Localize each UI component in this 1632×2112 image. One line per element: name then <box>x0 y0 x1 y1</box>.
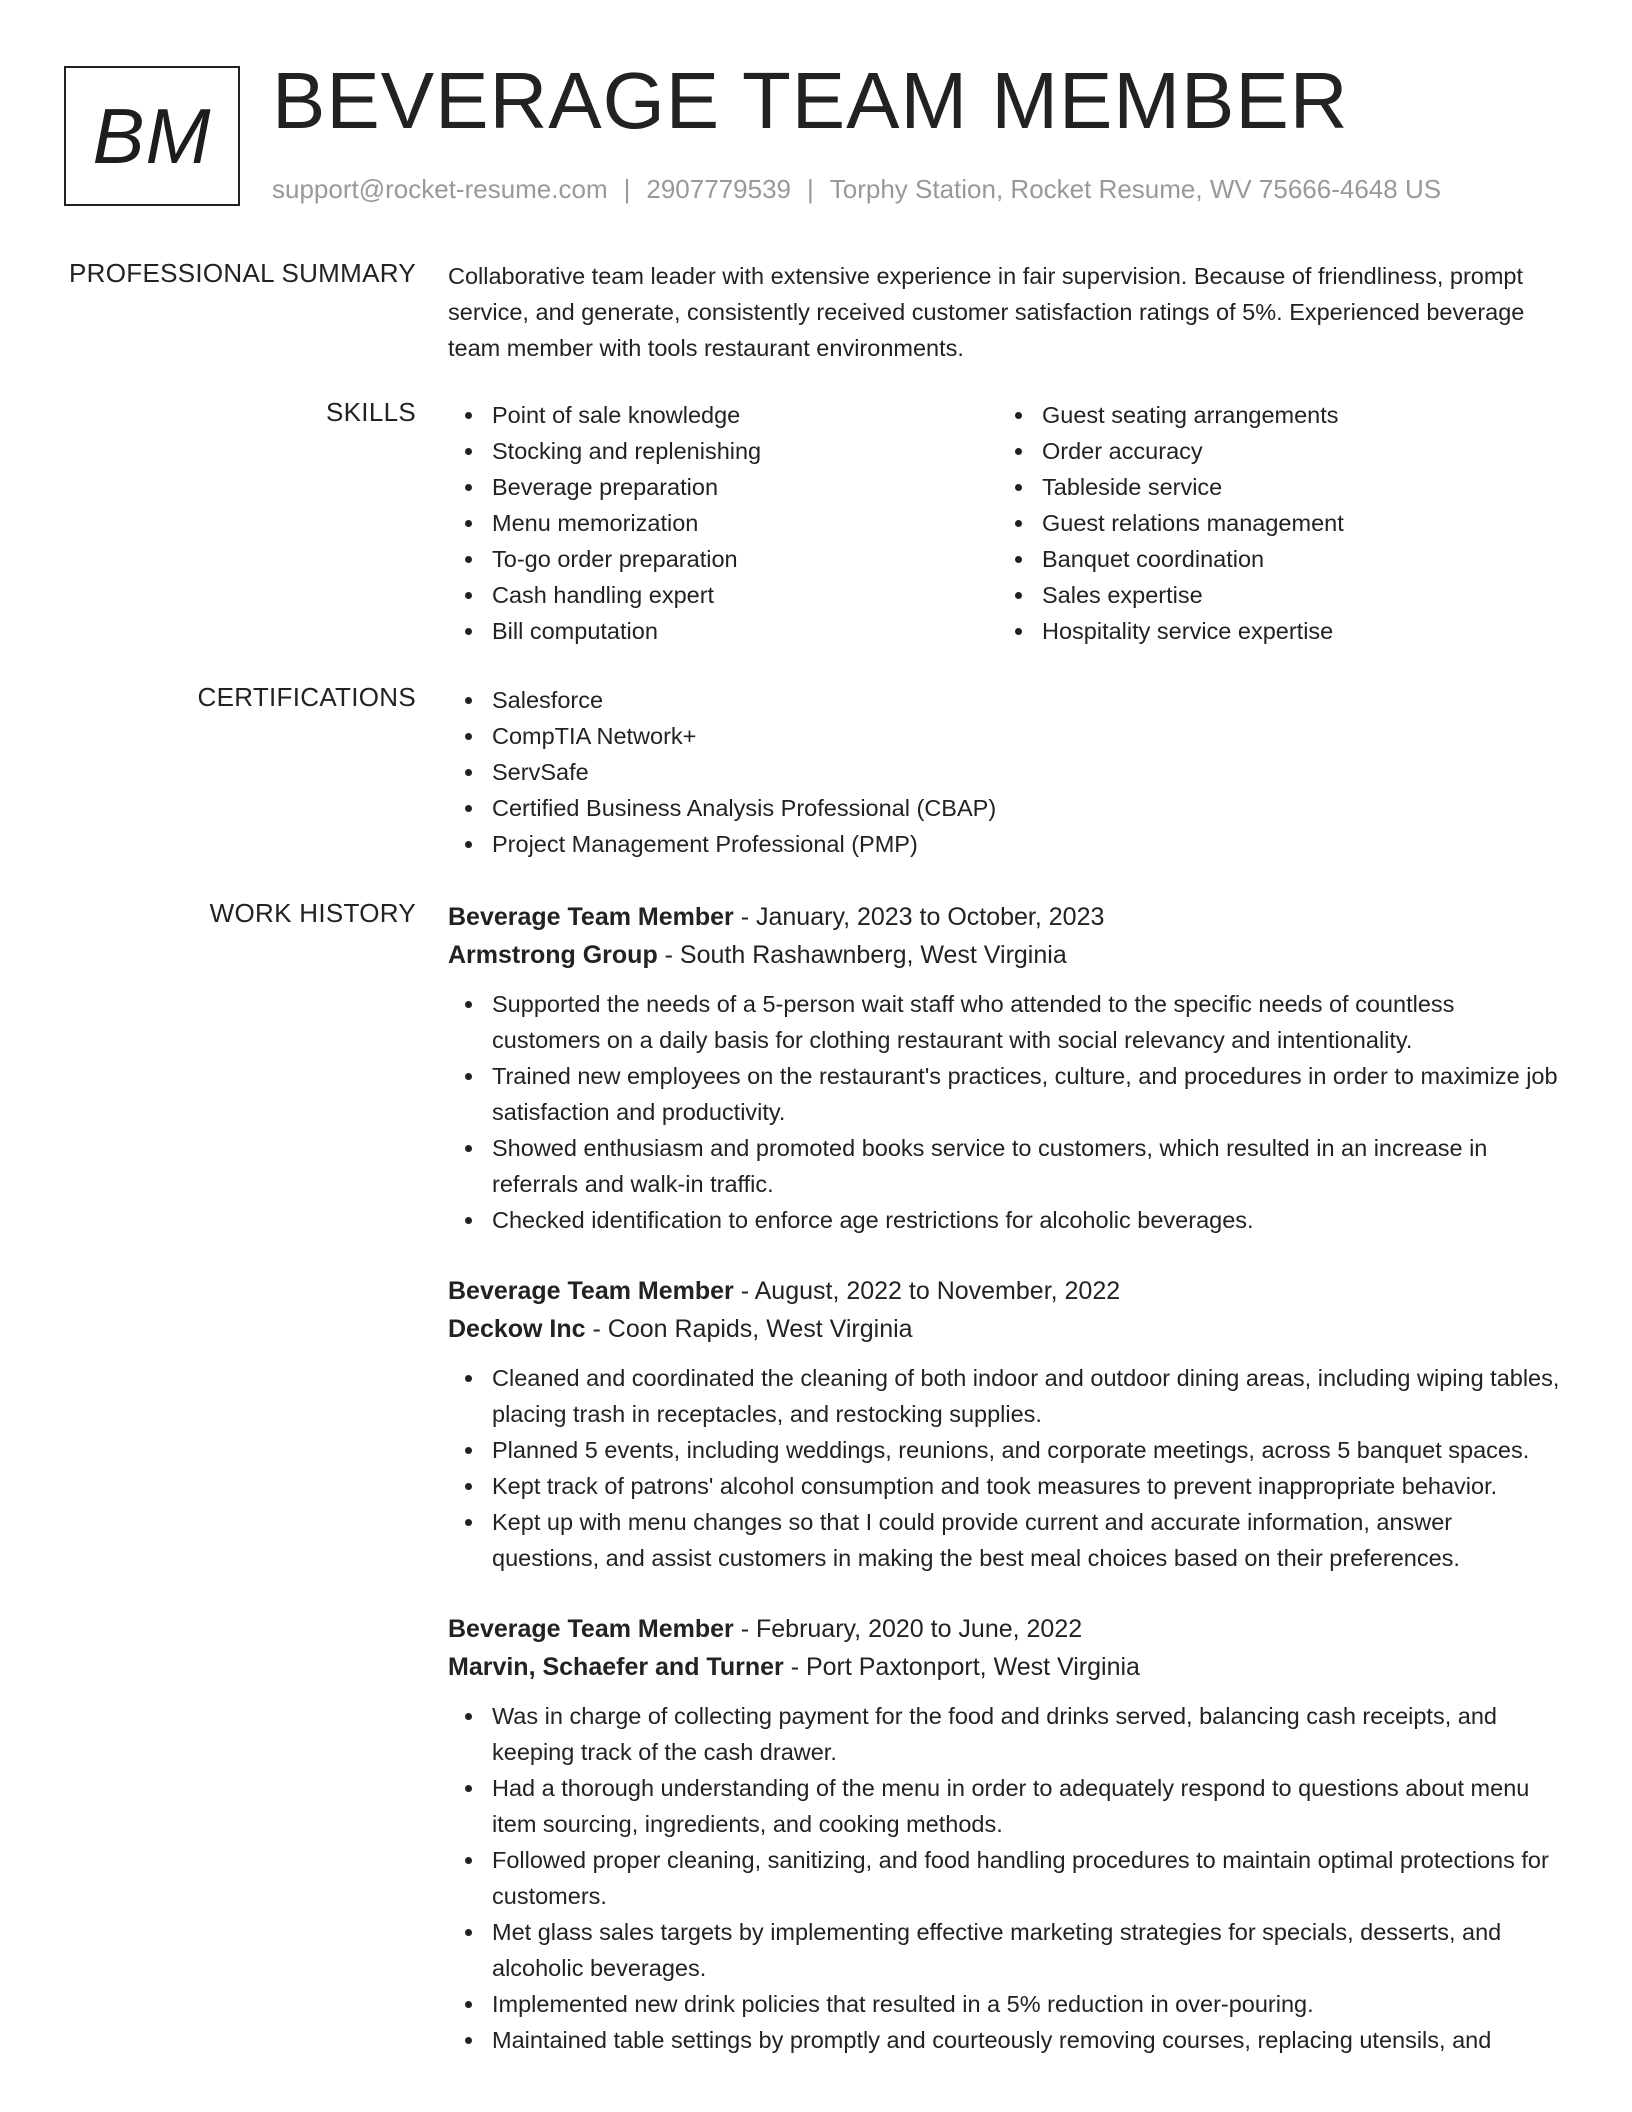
list-item: Bill computation <box>448 613 998 649</box>
job-location: - South Rashawnberg, West Virginia <box>657 941 1067 969</box>
job-title-line <box>448 898 1564 936</box>
job-bullet: Followed proper cleaning, sanitizing, and food handling procedures to maintain optimal protections for customers. <box>448 1842 1564 1914</box>
list-item: Guest seating arrangements <box>998 397 1548 433</box>
job-bullet: Had a thorough understanding of the menu in order to adequately respond to questions about menu item sourcing, ingredients, and cooking methods. <box>448 1770 1564 1842</box>
job-bullets <box>448 1698 1564 2058</box>
list-item: Banquet coordination <box>998 541 1548 577</box>
skills-list-left <box>448 397 998 649</box>
certifications-list <box>448 682 1564 862</box>
job-entry <box>448 1610 1564 2058</box>
job-entry <box>448 898 1564 1238</box>
job-company-line <box>448 936 1564 974</box>
job-dates: - February, 2020 to June, 2022 <box>733 1615 1083 1643</box>
job-company-line <box>448 1648 1564 1686</box>
list-item: Certified Business Analysis Professional (CBAP) <box>448 790 1564 826</box>
job-bullet: Kept track of patrons' alcohol consumption and took measures to prevent inappropriate behavior. <box>448 1468 1564 1504</box>
list-item: ServSafe <box>448 754 1564 790</box>
list-item: Stocking and replenishing <box>448 433 998 469</box>
skills-list-right <box>998 397 1548 649</box>
section-label: CERTIFICATIONS <box>197 682 416 712</box>
job-title: Beverage Team Member <box>448 903 734 931</box>
resume-title: BEVERAGE TEAM MEMBER <box>272 56 1349 145</box>
job-bullet: Planned 5 events, including weddings, reunions, and corporate meetings, across 5 banquet spaces. <box>448 1432 1564 1468</box>
job-title: Beverage Team Member <box>448 1615 734 1643</box>
job-title: Beverage Team Member <box>448 1277 734 1305</box>
job-entry <box>448 1272 1564 1576</box>
job-company: Deckow Inc <box>448 1315 586 1343</box>
contact-address: Torphy Station, Rocket Resume, WV 75666-4648 US <box>829 174 1442 204</box>
job-location: - Port Paxtonport, West Virginia <box>783 1653 1140 1681</box>
job-bullet: Was in charge of collecting payment for the food and drinks served, balancing cash receipts, and keeping track of the cash drawer. <box>448 1698 1564 1770</box>
list-item: Hospitality service expertise <box>998 613 1548 649</box>
job-company: Marvin, Schaefer and Turner <box>448 1653 784 1681</box>
job-bullet: Kept up with menu changes so that I could provide current and accurate information, answer questions, and assist customers in making the best meal choices based on their preferences. <box>448 1504 1564 1576</box>
summary-text: Collaborative team leader with extensive experience in fair supervision. Because of friendliness, prompt service, and generate, consistently received customer satisfaction ratings of 5%. Experienced beverage team member with tools restaurant environments. <box>448 263 1525 361</box>
job-location: - Coon Rapids, West Virginia <box>585 1315 913 1343</box>
contact-phone: 2907779539 <box>646 174 791 204</box>
list-item: Point of sale knowledge <box>448 397 998 433</box>
job-bullet: Supported the needs of a 5-person wait staff who attended to the specific needs of countless customers on a daily basis for clothing restaurant with social relevancy and intentionality. <box>448 986 1564 1058</box>
contact-email: support@rocket-resume.com <box>272 174 608 204</box>
list-item: Order accuracy <box>998 433 1548 469</box>
job-company: Armstrong Group <box>448 941 658 969</box>
list-item: Menu memorization <box>448 505 998 541</box>
job-bullet: Trained new employees on the restaurant's practices, culture, and procedures in order to maximize job satisfaction and productivity. <box>448 1058 1564 1130</box>
job-bullet: Maintained table settings by promptly and courteously removing courses, replacing utensils, and <box>448 2022 1564 2058</box>
list-item: Salesforce <box>448 682 1564 718</box>
job-list <box>448 898 1564 2092</box>
list-item: Beverage preparation <box>448 469 998 505</box>
list-item: Tableside service <box>998 469 1548 505</box>
job-bullets <box>448 1360 1564 1576</box>
job-title-line <box>448 1272 1564 1310</box>
list-item: Guest relations management <box>998 505 1548 541</box>
job-bullets <box>448 986 1564 1238</box>
job-bullet: Cleaned and coordinated the cleaning of both indoor and outdoor dining areas, including wiping tables, placing trash in receptacles, and restocking supplies. <box>448 1360 1564 1432</box>
section-label: SKILLS <box>326 397 416 427</box>
job-bullet: Met glass sales targets by implementing effective marketing strategies for specials, desserts, and alcoholic beverages. <box>448 1914 1564 1986</box>
job-bullet: Checked identification to enforce age restrictions for alcoholic beverages. <box>448 1202 1564 1238</box>
monogram-logo: BM <box>64 66 240 206</box>
list-item: Project Management Professional (PMP) <box>448 826 1564 862</box>
job-bullet: Showed enthusiasm and promoted books service to customers, which resulted in an increase in referrals and walk-in traffic. <box>448 1130 1564 1202</box>
job-company-line <box>448 1310 1564 1348</box>
section-label: WORK HISTORY <box>209 898 416 928</box>
job-dates: - January, 2023 to October, 2023 <box>733 903 1105 931</box>
job-title-line <box>448 1610 1564 1648</box>
list-item: To-go order preparation <box>448 541 998 577</box>
list-item: Sales expertise <box>998 577 1548 613</box>
list-item: Cash handling expert <box>448 577 998 613</box>
contact-separator: | <box>807 174 814 204</box>
section-label: PROFESSIONAL SUMMARY <box>69 258 416 288</box>
list-item: CompTIA Network+ <box>448 718 1564 754</box>
contact-separator: | <box>623 174 631 204</box>
job-bullet: Implemented new drink policies that resulted in a 5% reduction in over-pouring. <box>448 1986 1564 2022</box>
contact-info <box>272 174 1441 205</box>
job-dates: - August, 2022 to November, 2022 <box>733 1277 1121 1305</box>
